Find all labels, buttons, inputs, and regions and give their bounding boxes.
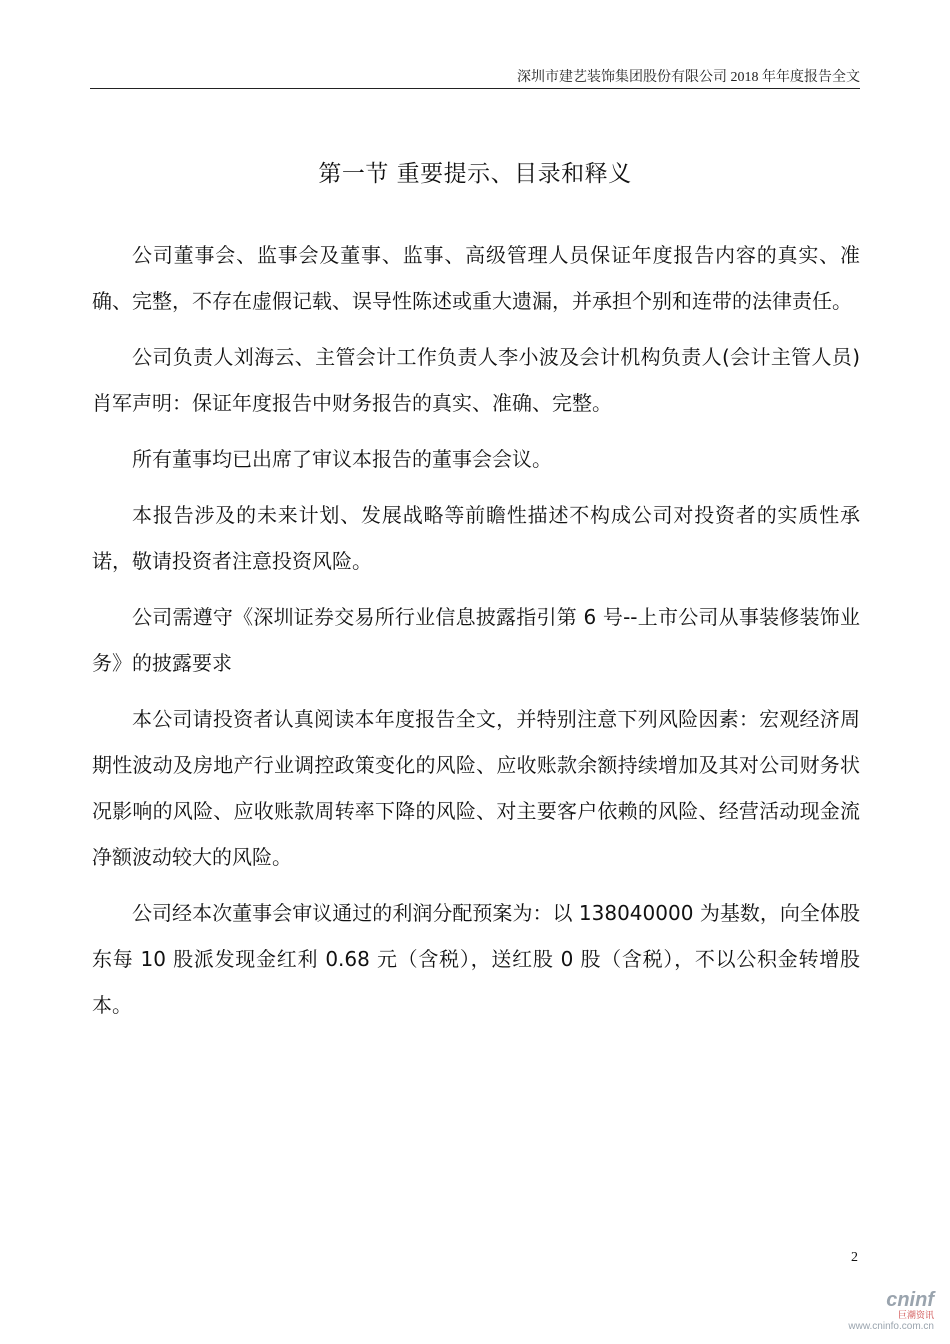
paragraph-officers-statement: 公司负责人刘海云、主管会计工作负责人李小波及会计机构负责人(会计主管人员)肖军声明：保证年度报告中财务报告的真实、准确、完整。: [92, 345, 860, 415]
section-title: 第一节 重要提示、目录和释义: [318, 161, 632, 187]
cninfo-url: www.cninfo.com.cn: [848, 1321, 934, 1332]
cninfo-cn-name: 巨潮资讯: [897, 1310, 934, 1320]
paragraph-profit-distribution: 公司经本次董事会审议通过的利润分配预案为：以 138040000 为基数，向全体股东每 10 股派发现金红利 0.68 元（含税），送红股 0 股（含税），不以公积金转增股本。: [92, 901, 860, 1017]
cninfo-logo: cninf: [886, 1289, 934, 1311]
header-divider: [90, 88, 860, 89]
paragraph-forward-looking: 本报告涉及的未来计划、发展战略等前瞻性描述不构成公司对投资者的实质性承诺，敬请投资者注意投资风险。: [92, 503, 860, 573]
body-text: [92, 232, 860, 1038]
paragraph-disclosure-guideline: 公司需遵守《深圳证券交易所行业信息披露指引第 6 号--上市公司从事装修装饰业务》的披露要求: [92, 605, 860, 675]
paragraph-risk-factors: 本公司请投资者认真阅读本年度报告全文，并特别注意下列风险因素：宏观经济周期性波动及房地产行业调控政策变化的风险、应收账款余额持续增加及其对公司财务状况影响的风险、应收账款周转率下降的风险、对主要客户依赖的风险、经营活动现金流净额波动较大的风险。: [92, 707, 860, 869]
cninfo-watermark: [848, 1290, 934, 1333]
paragraph-responsibility: 公司董事会、监事会及董事、监事、高级管理人员保证年度报告内容的真实、准确、完整，不存在虚假记载、误导性陈述或重大遗漏，并承担个别和连带的法律责任。: [92, 243, 860, 313]
page-number: 2: [851, 1250, 858, 1265]
paragraph-board-attendance: 所有董事均已出席了审议本报告的董事会会议。: [132, 447, 552, 471]
page-header: 深圳市建艺装饰集团股份有限公司 2018 年年度报告全文: [517, 70, 860, 85]
